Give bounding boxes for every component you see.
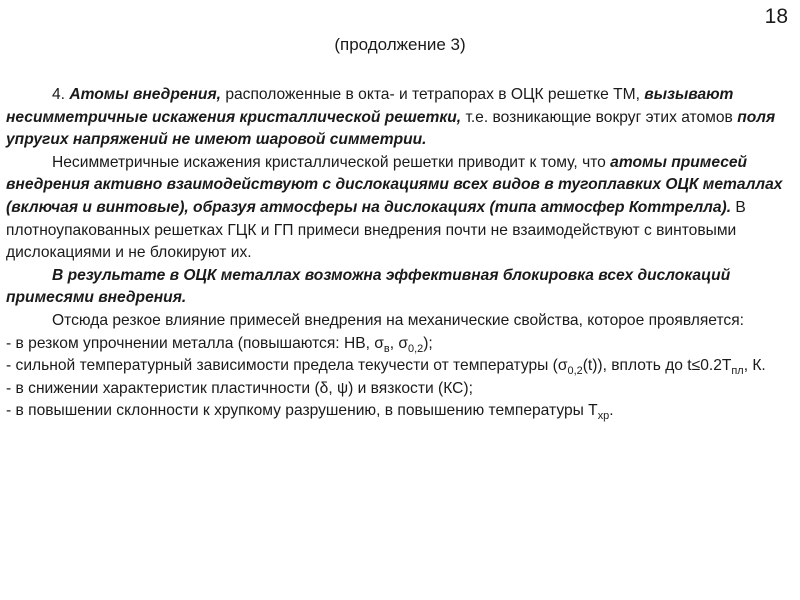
plain-text: Несимметричные искажения кристаллической решетки приводит к тому, что (52, 153, 611, 171)
list-item-temperature-dependence (6, 355, 790, 378)
emphasis-text: атомы примесей внедрения активно взаимодействуют с дислокациями всех видов в тугоплавких ОЦК металлах (включая и винтовые), образуя атмосферы на дислокациях (типа атмосфер Коттрелла). (6, 153, 783, 216)
subscript: хр (597, 410, 610, 423)
emphasis-text: Атомы внедрения, (69, 86, 221, 103)
paragraph-result (6, 265, 790, 310)
paragraph-lattice-distortions (6, 152, 790, 265)
list-item-plasticity (6, 378, 790, 401)
plain-text: расположенные в окта- и тетрапорах в ОЦК решетке ТМ, (220, 86, 645, 103)
list-text: - в резком упрочнении металла (повышаются: НВ, σ (6, 334, 384, 352)
subscript: 0,2 (408, 342, 424, 355)
list-text: . (609, 402, 614, 420)
emphasis-text: поля упругих напряжений не имеют шаровой симметрии. (6, 108, 776, 149)
emphasis-text: В результате в ОЦК металлах возможна эффективная блокировка всех дислокаций примесями внедрения. (6, 266, 731, 307)
list-text: - в снижении характеристик пластичности (δ, ψ) и вязкости (КС); (6, 379, 473, 397)
list-text: ); (423, 334, 433, 352)
list-text: (t)), вплоть до t≤0.2T (582, 357, 732, 375)
paragraph-interstitial-atoms (6, 84, 790, 152)
subscript: в (383, 342, 390, 355)
subscript: пл (731, 364, 744, 377)
plain-text: Отсюда резкое влияние примесей внедрения на механические свойства, которое проявляется: (52, 311, 744, 329)
paragraph-lead: 4. (52, 86, 70, 103)
slide-body (6, 84, 790, 423)
list-text: - в повышении склонности к хрупкому разрушению, в повышению температуры Т (6, 402, 598, 420)
subscript: 0,2 (567, 364, 583, 377)
plain-text: В плотноупакованных решетках ГЦК и ГП примеси внедрения почти не взаимодействуют с винтовыми дислокациями и не блокируют их. (6, 198, 746, 262)
paragraph-consequences (6, 310, 790, 333)
list-text: , σ (389, 334, 409, 352)
slide-number: 18 (764, 5, 788, 28)
list-item-hardening (6, 333, 790, 356)
list-text: - сильной температурный зависимости предела текучести от температуры (σ (6, 357, 568, 375)
slide-subtitle: (продолжение 3) (334, 35, 466, 54)
list-item-brittleness (6, 400, 790, 423)
emphasis-text: вызывают несимметричные искажения кристаллической решетки, (6, 86, 734, 126)
list-text: , К. (743, 357, 766, 375)
plain-text: т.е. возникающие вокруг этих атомов (461, 108, 738, 126)
